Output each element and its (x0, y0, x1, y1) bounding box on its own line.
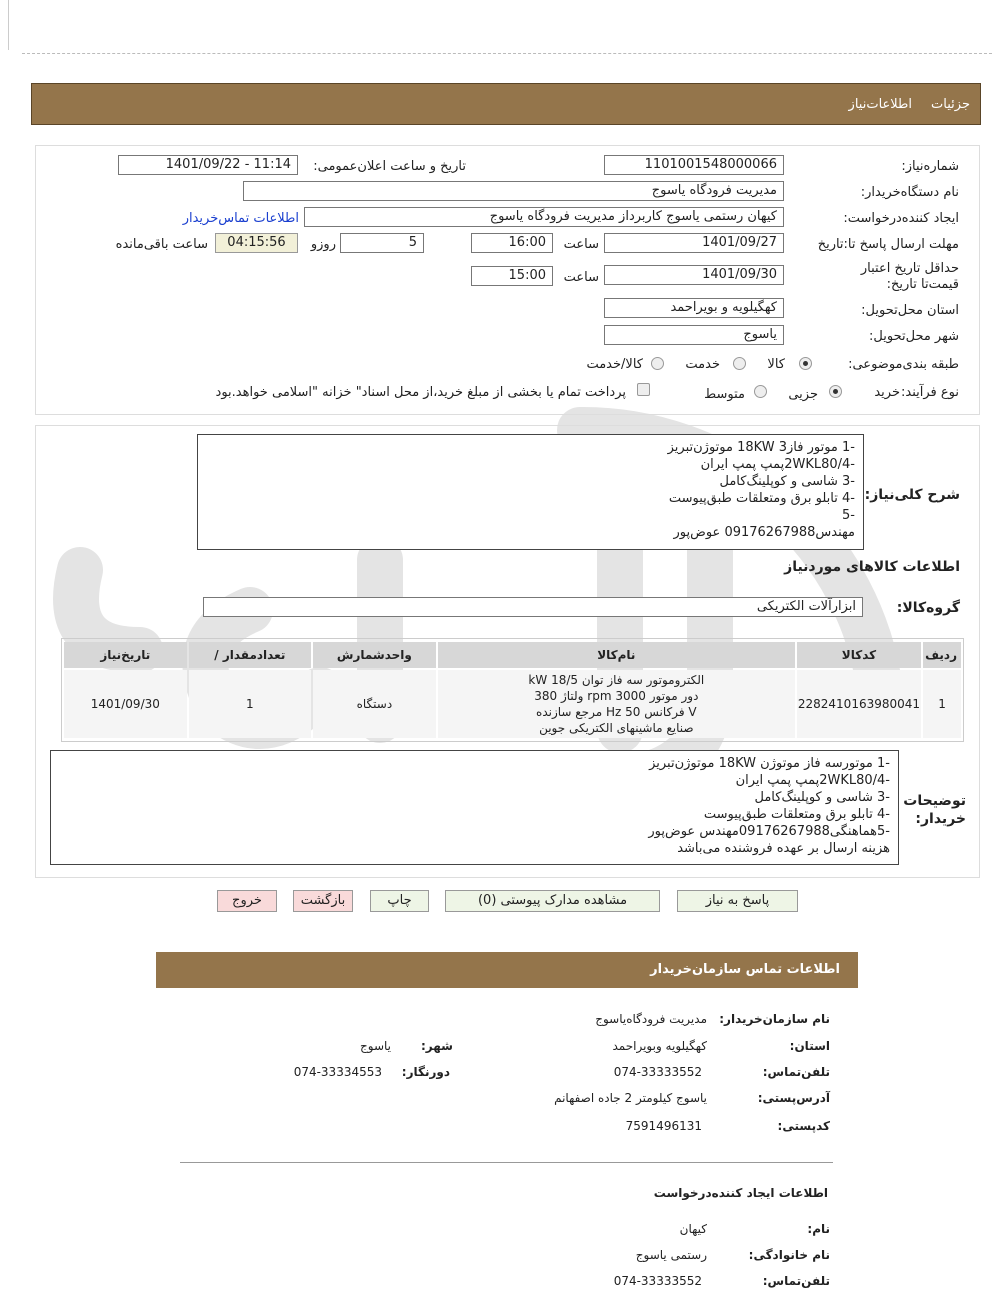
contact-province-value: کهگیلویه وبویراحمد (612, 1039, 707, 1053)
validity-label: حداقل تاریخ اعتبار قیمت‌تا تاریخ: (860, 261, 959, 292)
header-code: کدکالا (797, 642, 921, 668)
radio-small-label: جزیی (788, 387, 818, 402)
radio-medium[interactable] (754, 385, 767, 398)
details-header-bar (31, 83, 981, 125)
days-label: روزو (310, 237, 336, 252)
items-table (62, 640, 963, 740)
days-field: 5 (340, 233, 424, 253)
creator-family-label: نام خانوادگی: (748, 1248, 830, 1262)
cell-name: الکتروموتور سه فاز توان 18/5 kW دور موتور 3000 rpm ولتاژ 380 V فرکانس 50 Hz مرجع سازنده صنایع ماشینهای الکتریکی جوین (438, 670, 795, 738)
tab-details[interactable]: جزئیات (931, 97, 970, 112)
cell-index: 1 (923, 670, 961, 738)
creator-label: ایجاد کننده‌درخواست: (843, 211, 959, 226)
buyer-notes-label: توضیحات خریدار: (903, 793, 966, 827)
attachments-button[interactable]: مشاهده مدارک پیوستی (0) (445, 890, 660, 912)
cell-unit: دستگاه (313, 670, 436, 738)
contact-header-bar (156, 952, 858, 988)
creator-field: کیهان رستمی یاسوج کاربرداز مدیریت فرودگاه یاسوج (304, 207, 784, 227)
contact-fax-value: 074-33334553 (293, 1065, 382, 1079)
radio-service-label: خدمت (685, 357, 720, 372)
top-divider (22, 53, 992, 54)
print-button[interactable]: چاپ (370, 890, 429, 912)
treasury-note: پرداخت تمام یا بخشی از مبلغ خرید،از محل اسناد" خزانه "اسلامی خواهد.بود (215, 385, 626, 400)
process-type-label: نوع فرآیند: (901, 385, 959, 400)
remaining-label: ساعت باقی‌مانده (115, 237, 208, 252)
header-unit: واحدشمارش (313, 642, 436, 668)
summary-label: شرح کلی‌نیاز: (864, 487, 960, 503)
validity-time-field: 15:00 (471, 266, 553, 286)
announce-date-label: تاریخ و ساعت اعلان‌عمومی: (313, 159, 466, 174)
need-number-field: 1101001548000066 (604, 155, 784, 175)
radio-goods-service[interactable] (651, 357, 664, 370)
reply-button[interactable]: پاسخ به نیاز (677, 890, 798, 912)
creator-name-value: کیهان (679, 1222, 707, 1236)
back-button[interactable]: بازگشت (293, 890, 353, 912)
contact-postal-label: کدپستی: (777, 1119, 830, 1133)
province-label: استان محل‌تحویل: (861, 303, 959, 318)
remaining-timer: 04:15:56 (215, 233, 298, 253)
deadline-time-field: 16:00 (471, 233, 553, 253)
contact-city-label: شهر: (421, 1039, 453, 1053)
buyer-contact-link[interactable]: اطلاعات تماس‌خریدار (182, 211, 299, 226)
deadline-date-field: 1401/09/27 (604, 233, 784, 253)
header-name: نام‌کالا (438, 642, 795, 668)
contact-org-label: نام سازمان‌خریدار: (719, 1012, 830, 1026)
header-index: ردیف (923, 642, 961, 668)
announce-date-field: 1401/09/22 - 11:14 (118, 155, 298, 175)
city-field: یاسوج (604, 325, 784, 345)
contact-phone-label: تلفن‌تماس: (762, 1065, 830, 1079)
creator-info-title: اطلاعات ایجاد کننده‌درخواست (653, 1186, 828, 1200)
deadline-label: مهلت ارسال پاسخ تا:تاریخ (817, 237, 959, 252)
radio-goods[interactable] (799, 357, 812, 370)
contact-org-value: مدیریت فرودگاه‌یاسوج (595, 1012, 707, 1026)
creator-phone-label: تلفن‌تماس: (762, 1274, 830, 1288)
goods-info-title: اطلاعات کالاهای موردنیاز (784, 559, 960, 575)
summary-text: -1 موتور فاز3 18KW موتوژن‌تبریز -2WKL80/4پمپ پمپ ایران -3 شاسی و کوپلینگ‌کامل -4 تابلو برق و‌متعلقات طبق‌پیوست -5 مهندس09176267988 عوض‌پور (197, 434, 864, 550)
province-field: کهگیلویه و بویراحمد (604, 298, 784, 318)
contact-title: اطلاعات تماس سازمان‌خریدار (650, 962, 840, 977)
exit-button[interactable]: خروج (217, 890, 277, 912)
goods-group-field: ابزارآلات الکتریکی (203, 597, 863, 617)
table-row (64, 670, 961, 738)
cell-qty: 1 (189, 670, 311, 738)
cell-code: 2282410163980041 (797, 670, 921, 738)
creator-phone-value: 074-33333552 (613, 1274, 702, 1288)
buyer-org-label: نام دستگاه‌خریدار: (860, 185, 959, 200)
validity-time-label: ساعت (563, 270, 599, 285)
table-header-row (64, 642, 961, 668)
contact-postal-value: 7591496131 (625, 1119, 702, 1133)
validity-date-field: 1401/09/30 (604, 265, 784, 285)
header-qty: تعدادمقدار / (189, 642, 311, 668)
radio-small[interactable] (829, 385, 842, 398)
buyer-notes-text: -1 موتورسه فاز موتوژن 18KW موتوژن‌تبریز -2WKL80/4پمپ پمپ ایران -3 شاسی و کوپلینگ‌کامل -4 تابلو برق و‌متعلقات طبق‌پیوست -5هماهنگی09176267988مهندس عوض‌پور هزینه ارسال بر عهده فروشنده می‌باشد (50, 750, 899, 865)
contact-fax-label: دورنگار: (401, 1065, 450, 1079)
goods-group-label: گروه‌کالا: (896, 600, 960, 616)
deadline-time-label: ساعت (563, 237, 599, 252)
contact-phone-value: 074-33333552 (613, 1065, 702, 1079)
header-date: تاریخ‌نیاز (64, 642, 187, 668)
contact-divider (180, 1162, 833, 1163)
buyer-org-field: مدیریت فرودگاه یاسوج (243, 181, 784, 201)
need-number-label: شماره‌نیاز: (901, 159, 959, 174)
radio-medium-label: متوسط (704, 387, 745, 402)
treasury-checkbox[interactable] (637, 383, 650, 396)
cell-date: 1401/09/30 (64, 670, 187, 738)
category-label: طبقه بندی‌موضوعی: (848, 357, 959, 372)
contact-address-label: آدرس‌پستی: (757, 1091, 830, 1105)
contact-city-value: یاسوج (360, 1039, 391, 1053)
creator-name-label: نام: (807, 1222, 830, 1236)
contact-province-label: استان: (789, 1039, 830, 1053)
creator-family-value: رستمی یاسوج (635, 1248, 707, 1262)
radio-service[interactable] (733, 357, 746, 370)
contact-address-value: یاسوج کیلومتر 2 جاده اصفهانم (554, 1091, 707, 1105)
radio-goods-service-label: کالا/خدمت (586, 357, 643, 372)
left-divider (8, 0, 9, 50)
tab-need-info[interactable]: اطلاعات‌نیاز (848, 97, 912, 112)
city-label: شهر محل‌تحویل: (869, 329, 959, 344)
process-buy-label: خرید (874, 385, 900, 400)
radio-goods-label: کالا (767, 357, 785, 372)
